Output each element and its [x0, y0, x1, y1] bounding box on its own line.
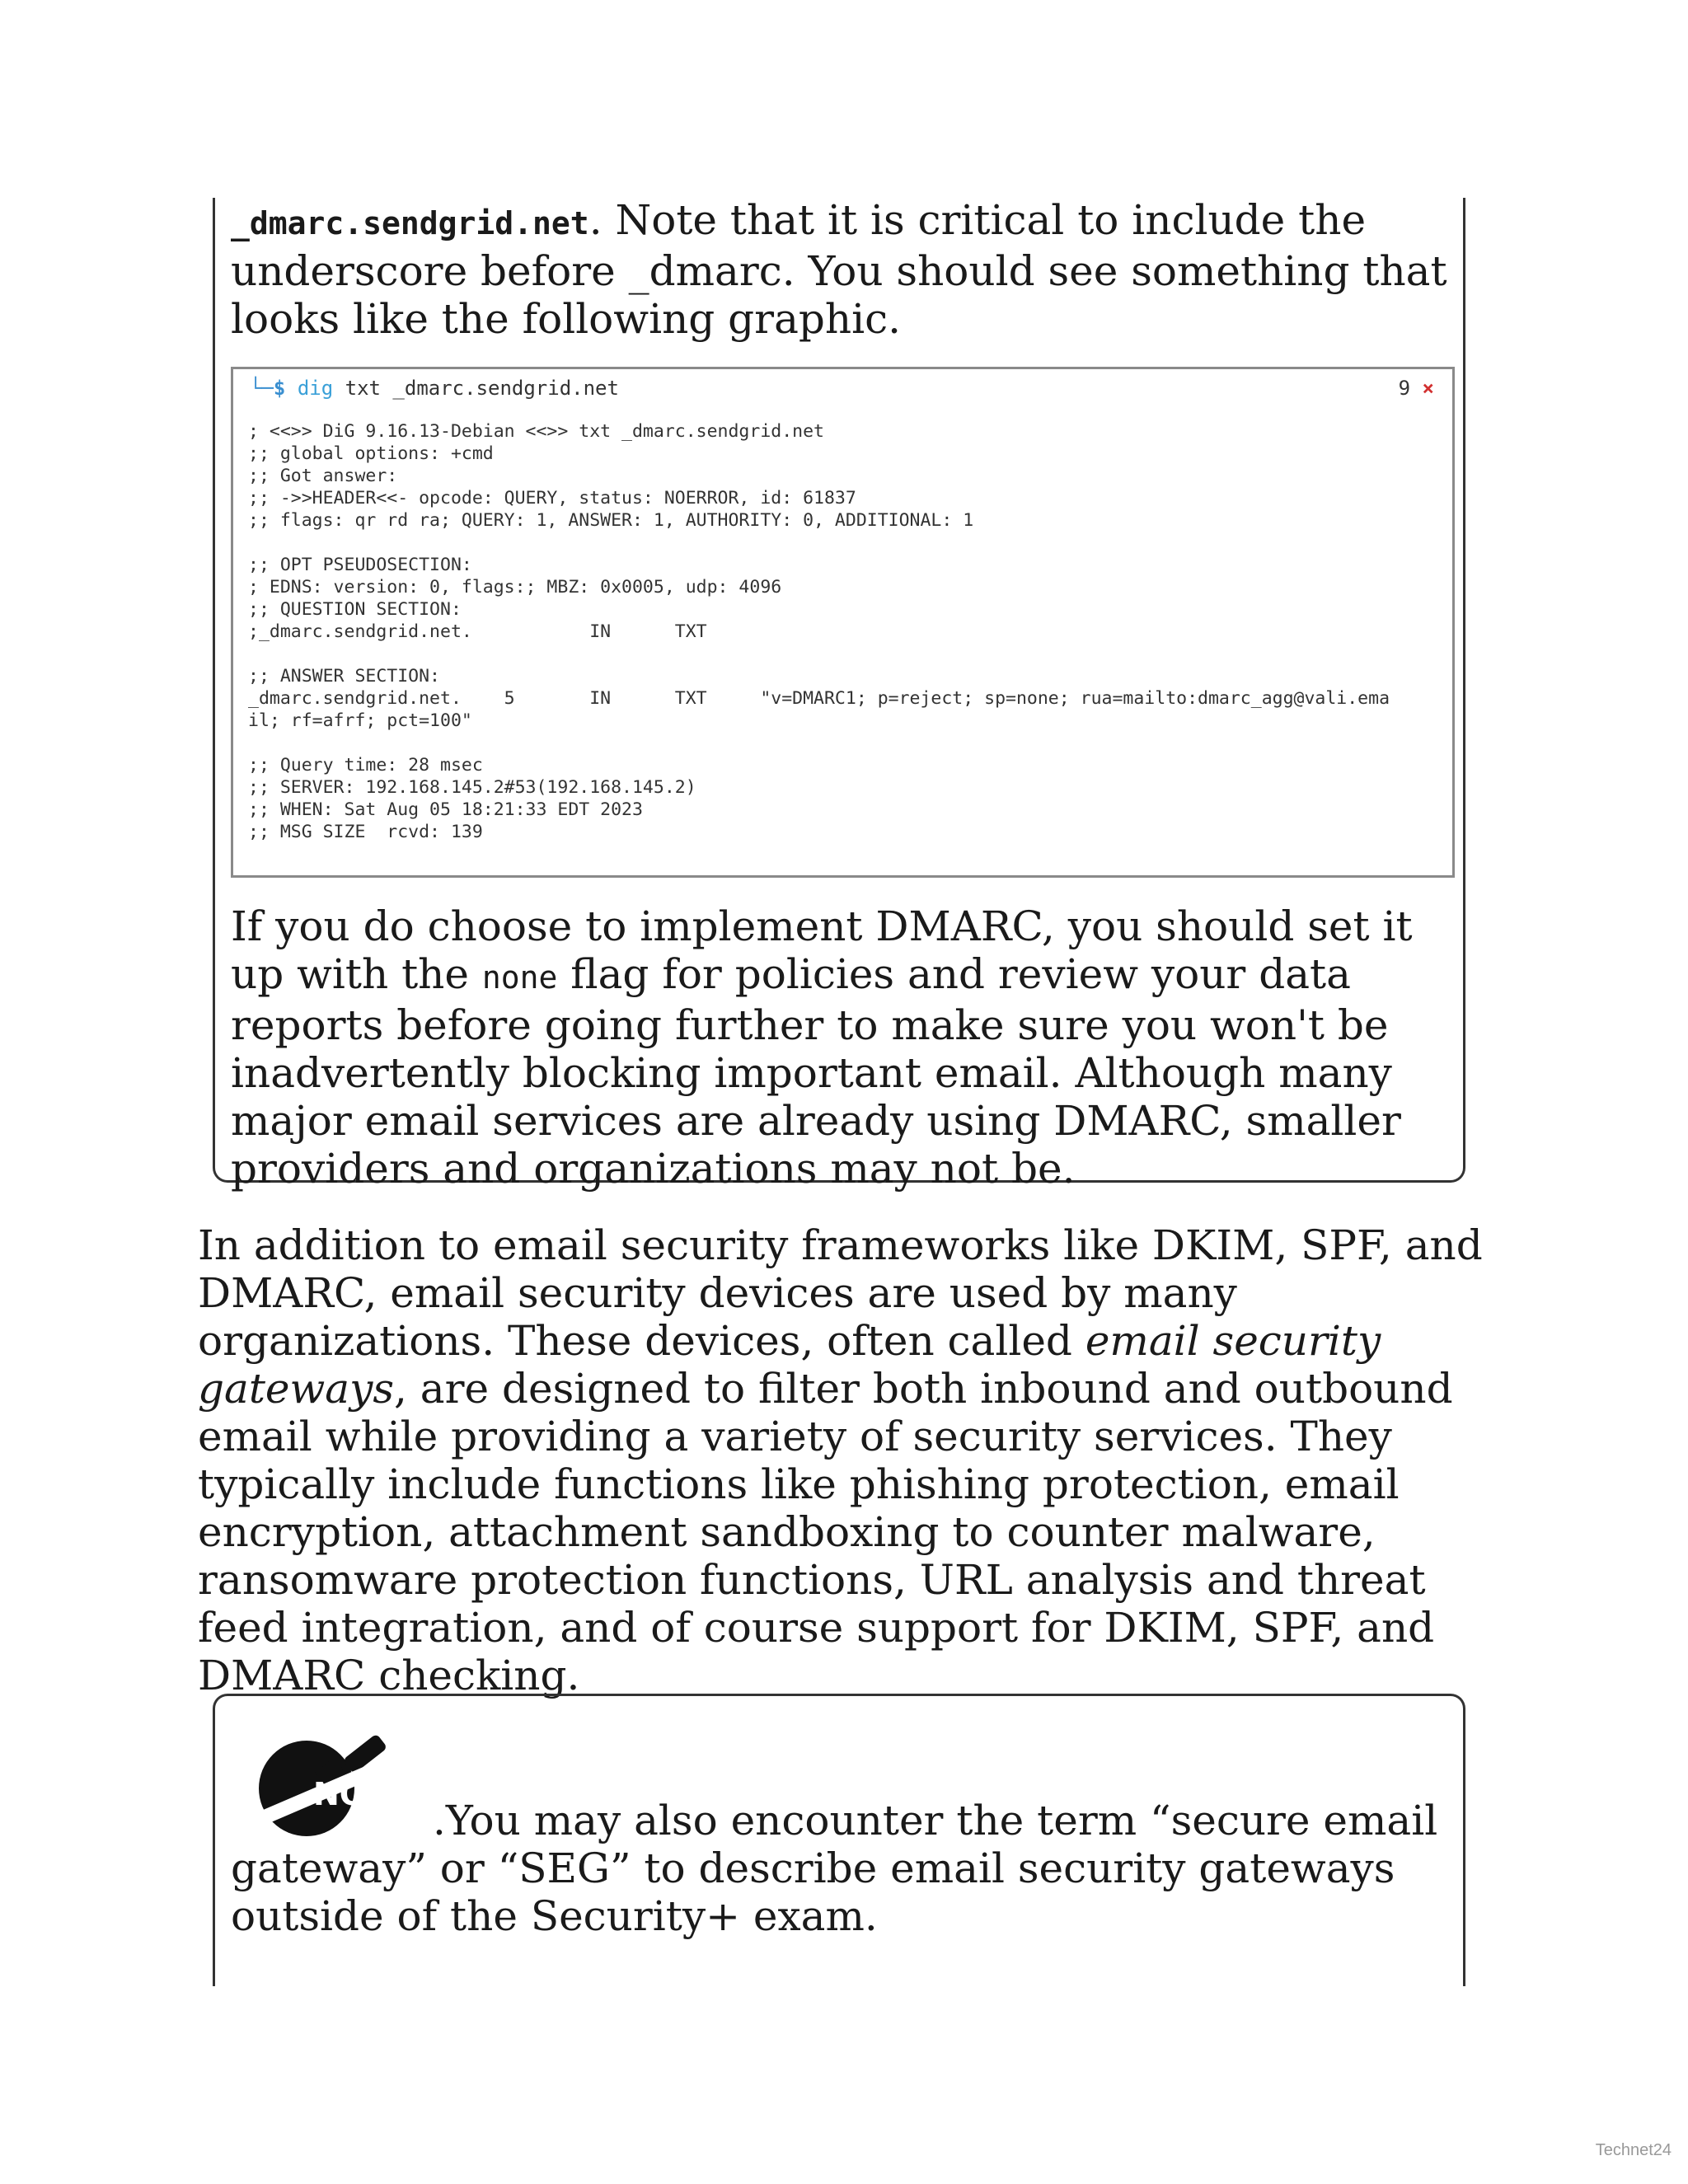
terminal-line: ; <<>> DiG 9.16.13-Debian <<>> txt _dmarc.sendgrid.net	[248, 421, 824, 442]
prompt-symbol: $	[273, 377, 286, 400]
terminal-line	[248, 732, 1390, 754]
status-code: 9	[1398, 377, 1411, 400]
terminal-line: ;; global options: +cmd	[248, 443, 494, 464]
body-text-end: , are designed to filter both inbound and outbound email while providing a variety of security services. They typically include functions like phishing protection, email encryption, attachment sandboxing to counter malware, ransomware protection functions, URL analysis and threat feed integration, and of course support for DKIM, SPF, and DMARC checking.	[198, 1365, 1453, 1699]
terminal-line: ;; QUESTION SECTION:	[248, 599, 462, 620]
terminal-line: ;; Query time: 28 msec	[248, 755, 483, 776]
prompt-corner: └─	[250, 377, 274, 400]
inline-code-none: none	[481, 959, 558, 996]
terminal-line: ;_dmarc.sendgrid.net. IN TXT	[248, 621, 707, 642]
terminal-line: ;; MSG SIZE rcvd: 139	[248, 822, 483, 842]
terminal-line: ;; WHEN: Sat Aug 05 18:21:33 EDT 2023	[248, 799, 643, 820]
body-paragraph	[198, 1221, 1484, 1699]
command-name: dig	[297, 377, 334, 400]
terminal-status	[1399, 376, 1434, 401]
inline-code-domain: _dmarc.sendgrid.net	[231, 205, 589, 241]
emphasis-term: email security gateways	[198, 1317, 1381, 1413]
note-text: .You may also encounter the term “secure email gateway” or “SEG” to describe email security gateways outside of the Security+ exam.	[231, 1797, 1438, 1940]
body-text-start: In addition to email security frameworks like DKIM, SPF, and DMARC, email security devices are used by many organizations. These devices, often called	[198, 1221, 1483, 1365]
terminal-line: _dmarc.sendgrid.net. 5 IN TXT "v=DMARC1; p=reject; sp=none; rua=mailto:dmarc_agg@vali.ema	[248, 688, 1390, 709]
note-icon-label: NOTE	[313, 1776, 409, 1812]
command-args: txt _dmarc.sendgrid.net	[333, 377, 619, 400]
terminal-line: ;; OPT PSEUDOSECTION:	[248, 555, 472, 575]
terminal-output	[248, 420, 1390, 843]
terminal-line	[248, 643, 1390, 665]
terminal-line: ;; Got answer:	[248, 466, 398, 486]
intro-text: . Note that it is critical to include the underscore before _dmarc. You should see something that looks like the following graphic.	[231, 196, 1447, 343]
advice-text-start: If you do choose to implement DMARC, you should set it up with the	[231, 902, 1413, 998]
advice-text-end: flag for policies and review your data reports before going further to make sure you won't be inadvertently blocking important email. Although many major email services are already using DMARC, smaller providers and organizations may not be.	[231, 950, 1401, 1193]
terminal-screenshot	[231, 367, 1455, 878]
terminal-line: ;; flags: qr rd ra; QUERY: 1, ANSWER: 1, AUTHORITY: 0, ADDITIONAL: 1	[248, 510, 974, 531]
terminal-line: ; EDNS: version: 0, flags:; MBZ: 0x0005, udp: 4096	[248, 577, 782, 598]
terminal-prompt	[250, 376, 619, 401]
terminal-line: ;; ANSWER SECTION:	[248, 666, 440, 687]
terminal-line: ;; SERVER: 192.168.145.2#53(192.168.145.2)	[248, 777, 696, 798]
terminal-line	[248, 532, 1390, 554]
watermark: Technet24	[1595, 2141, 1672, 2159]
terminal-line: ;; ->>HEADER<<- opcode: QUERY, status: NOERROR, id: 61837	[248, 488, 856, 509]
intro-paragraph	[231, 196, 1451, 343]
terminal-line: il; rf=afrf; pct=100"	[248, 710, 472, 731]
dmarc-advice-paragraph	[231, 902, 1451, 1193]
error-x-icon: ×	[1422, 377, 1434, 400]
